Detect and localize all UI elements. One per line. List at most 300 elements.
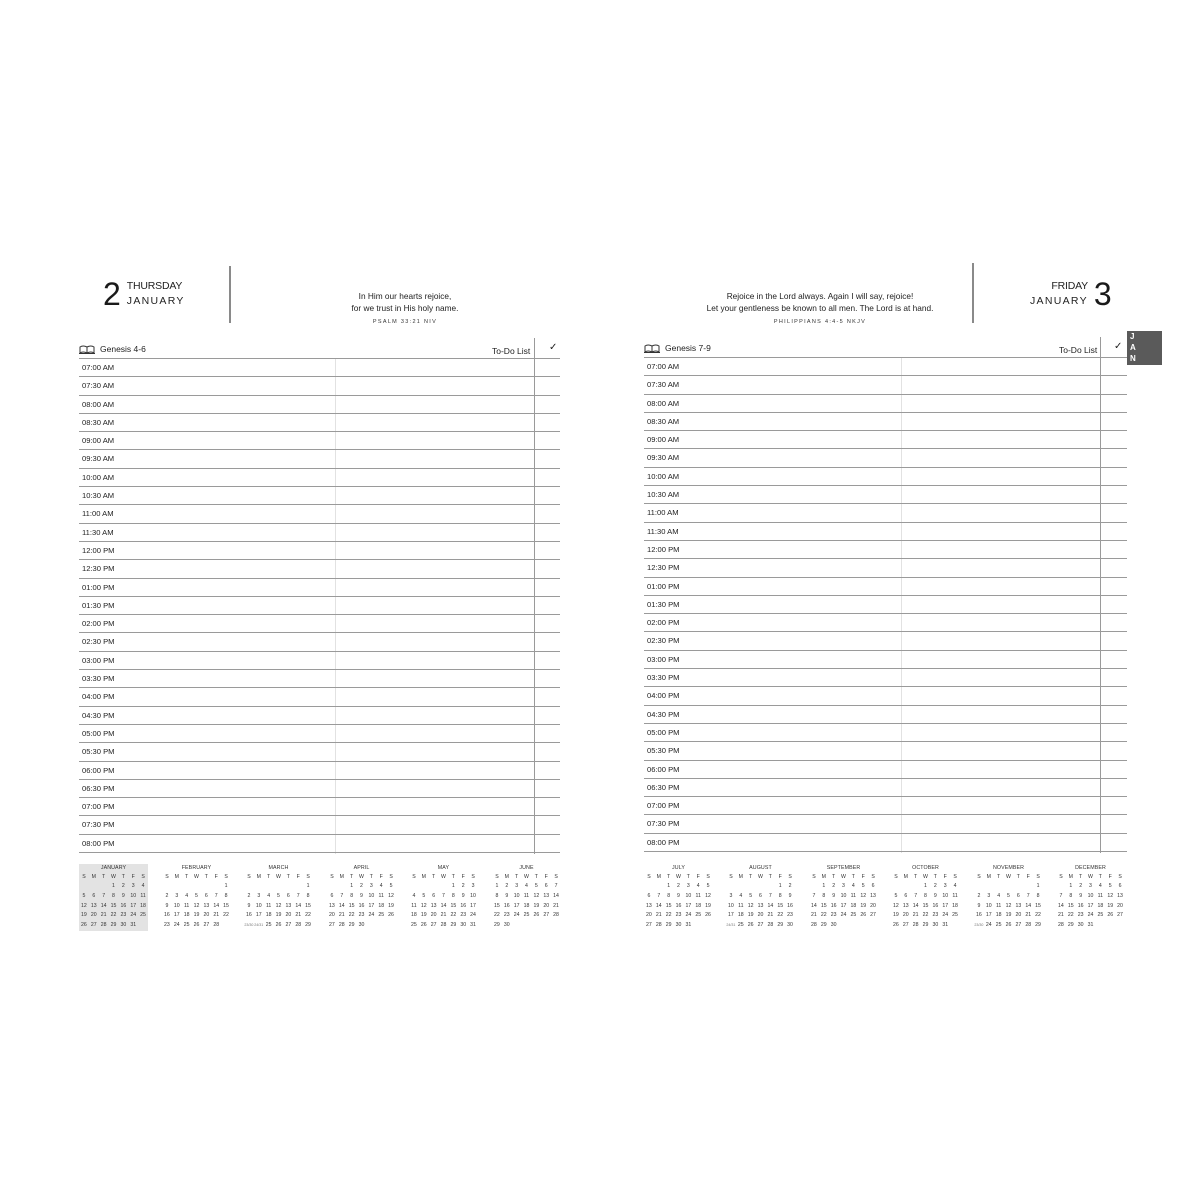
- weekday-initial: M: [504, 874, 509, 880]
- mini-calendar-title: DECEMBER: [1075, 865, 1106, 871]
- calendar-day: 14: [912, 902, 919, 909]
- calendar-day: 24: [840, 912, 847, 919]
- calendar-day: 2: [933, 883, 937, 889]
- calendar-day: 5: [534, 883, 538, 889]
- tab-letter: A: [1130, 343, 1136, 352]
- calendar-day: 6: [330, 892, 334, 899]
- weekday-initial: S: [706, 874, 710, 880]
- time-slot-row[interactable]: [79, 816, 560, 834]
- weekday-initial: T: [350, 874, 354, 880]
- calendar-day: 10: [985, 902, 992, 909]
- time-slot-row[interactable]: [79, 450, 560, 468]
- time-slot-row[interactable]: [79, 505, 560, 523]
- time-slot-row[interactable]: [79, 725, 560, 743]
- time-slot-row[interactable]: [644, 486, 1127, 504]
- mini-calendar-title: MARCH: [268, 865, 289, 871]
- time-slot-row[interactable]: [79, 579, 560, 597]
- calendar-day: 15: [1067, 902, 1074, 909]
- calendar-day: 25: [1097, 912, 1104, 919]
- time-slot-row[interactable]: [644, 431, 1127, 449]
- calendar-day: 3: [1089, 883, 1092, 889]
- calendar-day: 13: [285, 902, 292, 909]
- calendar-day: 10: [840, 892, 847, 899]
- calendar-day: 17: [840, 902, 847, 909]
- time-slot-row[interactable]: [79, 469, 560, 487]
- weekday-initial: M: [174, 874, 179, 880]
- weekday-initial: M: [256, 874, 261, 880]
- calendar-day: 26: [275, 922, 282, 929]
- calendar-day: 11: [411, 902, 417, 909]
- calendar-day: 18: [952, 902, 958, 909]
- calendar-day: 11: [850, 892, 857, 899]
- time-slot-row[interactable]: [644, 779, 1127, 797]
- time-slot-row[interactable]: [79, 633, 560, 651]
- calendar-day: 5: [749, 892, 753, 899]
- tab-letter: N: [1130, 354, 1136, 363]
- tab-letter: J: [1130, 332, 1135, 341]
- calendar-day: 7: [657, 892, 661, 899]
- time-slot-row[interactable]: [644, 724, 1127, 742]
- calendar-day: 28: [338, 922, 345, 929]
- calendar-day: 8: [306, 892, 310, 899]
- calendar-day: 5: [894, 892, 898, 899]
- calendar-day: 22: [494, 912, 500, 919]
- calendar-day: 22: [922, 912, 929, 919]
- weekday-initial: W: [194, 874, 199, 880]
- calendar-day: 21: [213, 912, 220, 919]
- time-slot-row[interactable]: [79, 780, 560, 798]
- calendar-day: 26: [747, 922, 754, 929]
- calendar-day: 21: [440, 912, 447, 919]
- calendar-day: 4: [379, 883, 383, 889]
- time-slot-row[interactable]: [644, 742, 1127, 760]
- verse-line: In Him our hearts rejoice,: [358, 291, 452, 301]
- time-label: 09:30 AM: [82, 454, 115, 464]
- weekday-initial: S: [647, 874, 651, 880]
- calendar-day: 4: [1098, 883, 1102, 889]
- time-label: 09:00 AM: [82, 436, 115, 446]
- time-slot-row[interactable]: [79, 670, 560, 688]
- calendar-day: 3: [131, 883, 135, 889]
- time-slot-row[interactable]: [644, 614, 1127, 632]
- time-slot-row[interactable]: [644, 395, 1127, 413]
- time-slot-row[interactable]: [79, 396, 560, 414]
- calendar-day: 19: [893, 912, 899, 919]
- calendar-day: 19: [860, 902, 867, 909]
- calendar-day: 17: [470, 902, 476, 909]
- calendar-day: 2: [165, 892, 169, 899]
- empty-cell: [244, 882, 254, 892]
- calendar-day: 7: [812, 892, 816, 899]
- calendar-day: 1: [1036, 883, 1040, 889]
- time-slot-row[interactable]: [644, 578, 1127, 596]
- verse-line: Let your gentleness be known to all men. The Lord is at hand.: [706, 303, 934, 313]
- time-slot-row[interactable]: [79, 798, 560, 816]
- weekday-initial: T: [997, 874, 1001, 880]
- calendar-day: 16: [120, 902, 127, 909]
- calendar-day: 25: [737, 922, 744, 929]
- schedule-header: [644, 339, 1127, 358]
- calendar-day: 13: [329, 902, 335, 909]
- calendar-day: 3: [471, 883, 475, 889]
- calendar-day: 15: [665, 902, 672, 909]
- time-slot-row[interactable]: [79, 688, 560, 706]
- calendar-day: 29: [305, 922, 311, 929]
- time-label: 07:30 PM: [647, 819, 680, 829]
- mini-calendar-title: FEBRUARY: [181, 865, 212, 871]
- time-slot-row[interactable]: [79, 414, 560, 432]
- weekday-initial: M: [421, 874, 426, 880]
- time-label: 06:00 PM: [82, 765, 115, 775]
- empty-cell: [911, 882, 921, 892]
- time-label: 11:30 AM: [647, 526, 679, 536]
- calendar-day: 11: [265, 902, 272, 909]
- month-index-tab-jan[interactable]: [1127, 331, 1162, 365]
- calendar-day: 26: [533, 912, 540, 919]
- calendar-day: 20: [329, 912, 335, 919]
- calendar-day: 1: [112, 883, 115, 889]
- time-slot-row[interactable]: [79, 560, 560, 578]
- time-label: 05:30 PM: [82, 747, 115, 757]
- time-slot-row[interactable]: [644, 523, 1127, 541]
- calendar-day: 4: [267, 892, 271, 899]
- calendar-day: 15: [922, 902, 929, 909]
- calendar-day: 19: [420, 912, 427, 919]
- time-slot-row[interactable]: [644, 761, 1127, 779]
- calendar-day: 25: [183, 922, 190, 929]
- time-label: 09:00 AM: [647, 435, 680, 445]
- verse-reference: PHILIPPIANS 4:4-5 NKJV: [773, 319, 867, 325]
- weekday-initial: W: [676, 874, 681, 880]
- calendar-day: 26: [420, 922, 427, 929]
- weekday-initial: T: [121, 874, 125, 880]
- calendar-day: 16: [787, 902, 793, 909]
- empty-cell: [409, 882, 419, 892]
- calendar-day: 12: [388, 892, 394, 899]
- calendar-day: 29: [820, 922, 827, 929]
- time-slot-row[interactable]: [644, 504, 1127, 522]
- empty-cell: [1056, 882, 1066, 892]
- calendar-day: 8: [495, 892, 499, 899]
- calendar-day: 2: [977, 892, 981, 899]
- time-label: 06:30 PM: [82, 783, 115, 793]
- weekday-initial: S: [1059, 874, 1063, 880]
- time-slot-row[interactable]: [79, 762, 560, 780]
- calendar-day: 30: [358, 922, 365, 929]
- bible-reading: [79, 344, 146, 354]
- time-label: 07:30 AM: [647, 380, 680, 390]
- calendar-day: 30: [503, 922, 510, 929]
- calendar-day: 5: [422, 892, 426, 899]
- time-slot-row[interactable]: [644, 541, 1127, 559]
- calendar-day: 18: [695, 902, 702, 909]
- empty-cell: [192, 882, 202, 892]
- time-label: 10:30 AM: [647, 490, 680, 500]
- weekday-initial: S: [165, 874, 169, 880]
- time-slot-row[interactable]: [644, 687, 1127, 705]
- time-label: 01:00 PM: [647, 581, 680, 591]
- calendar-day: 6: [544, 883, 548, 889]
- calendar-day: 22: [305, 912, 311, 919]
- calendar-day: 21: [100, 912, 107, 919]
- mini-calendar-december: [1056, 864, 1125, 931]
- time-slot-row[interactable]: [79, 487, 560, 505]
- mini-calendar-title: SEPTEMBER: [826, 865, 861, 871]
- calendar-day: 25: [411, 922, 417, 929]
- calendar-day: 16: [503, 902, 510, 909]
- calendar-day: 9: [461, 892, 465, 899]
- calendar-day: 29: [450, 922, 457, 929]
- weekday-initial: M: [339, 874, 344, 880]
- calendar-day: 5: [706, 883, 710, 889]
- time-slot-row[interactable]: [79, 377, 560, 395]
- calendar-day: 10: [1087, 892, 1094, 899]
- calendar-day: 26: [388, 912, 394, 919]
- calendar-day: 8: [822, 892, 826, 899]
- verse-line: Rejoice in the Lord always. Again I will say, rejoice!: [726, 291, 914, 301]
- weekday-initial: W: [841, 874, 846, 880]
- calendar-day: 15: [110, 902, 117, 909]
- calendar-day: 29: [1035, 922, 1041, 929]
- empty-cell: [439, 882, 449, 892]
- time-slot-row[interactable]: [644, 376, 1127, 394]
- time-slot-row[interactable]: [79, 359, 560, 377]
- weekday-initial: S: [729, 874, 733, 880]
- calendar-day: 6: [286, 892, 290, 899]
- calendar-day: 14: [295, 902, 302, 909]
- calendar-day: 4: [997, 892, 1001, 899]
- time-slot-row[interactable]: [79, 743, 560, 761]
- empty-cell: [726, 882, 736, 892]
- calendar-day: 20: [543, 902, 550, 909]
- time-slot-row[interactable]: [79, 652, 560, 670]
- calendar-day: 24: [1087, 912, 1094, 919]
- calendar-day: 26: [1005, 922, 1012, 929]
- weekday-initial: S: [306, 874, 310, 880]
- time-slot-row[interactable]: [644, 449, 1127, 467]
- calendar-day: 11: [995, 902, 1002, 909]
- calendar-day: 29: [494, 922, 500, 929]
- calendar-day: 7: [554, 883, 558, 889]
- calendar-day: 28: [553, 912, 559, 919]
- empty-cell: [89, 882, 99, 892]
- calendar-day: 10: [130, 892, 137, 899]
- empty-cell: [1004, 882, 1014, 892]
- calendar-day: 21: [655, 912, 662, 919]
- weekday-initial: S: [977, 874, 981, 880]
- weekday-initial: M: [903, 874, 908, 880]
- empty-cell: [337, 882, 347, 892]
- right-date-header: [1030, 278, 1112, 310]
- time-slot-row[interactable]: [644, 413, 1127, 431]
- calendar-day: 1: [667, 883, 671, 889]
- empty-cell: [79, 882, 89, 892]
- time-label: 07:00 PM: [647, 801, 680, 811]
- weekday-initial: T: [1079, 874, 1083, 880]
- calendar-day: 16: [976, 912, 982, 919]
- calendar-day: 25: [850, 912, 857, 919]
- empty-cell: [264, 882, 274, 892]
- time-label: 07:00 AM: [647, 362, 680, 371]
- empty-cell: [644, 882, 654, 892]
- time-slot-row[interactable]: [79, 542, 560, 560]
- time-slot-row[interactable]: [79, 707, 560, 725]
- weekday-initial: S: [1036, 874, 1040, 880]
- weekday-initial: T: [686, 874, 690, 880]
- calendar-day: 21: [1025, 912, 1032, 919]
- time-slot-row[interactable]: [79, 524, 560, 542]
- weekday-initial: W: [923, 874, 928, 880]
- calendar-day: 23: [460, 912, 467, 919]
- time-slot-row[interactable]: [644, 815, 1127, 833]
- calendar-day: 27: [329, 922, 335, 929]
- calendar-day: 7: [1059, 892, 1063, 899]
- calendar-day: 12: [193, 902, 200, 909]
- calendar-day: 10: [942, 892, 949, 899]
- calendar-day: 18: [995, 912, 1002, 919]
- calendar-day: 7: [296, 892, 300, 899]
- time-slot-row[interactable]: [644, 797, 1127, 815]
- calendar-day: 14: [338, 902, 345, 909]
- time-slot-row[interactable]: [644, 706, 1127, 724]
- reading-label: Genesis 4-6: [100, 344, 146, 354]
- time-slot-list: [79, 359, 560, 853]
- time-label: 02:30 PM: [82, 637, 115, 647]
- time-slot-row[interactable]: [644, 834, 1127, 852]
- calendar-day: 19: [193, 912, 200, 919]
- time-label: 08:00 AM: [82, 399, 115, 409]
- calendar-day: 14: [440, 902, 447, 909]
- calendar-day: 15: [494, 902, 500, 909]
- calendar-day: 9: [165, 902, 169, 909]
- calendar-day: 1: [451, 883, 455, 889]
- time-slot-row[interactable]: [644, 559, 1127, 577]
- calendar-day: 20: [902, 912, 909, 919]
- mini-calendar-title: APRIL: [353, 865, 370, 871]
- calendar-day: 1: [1069, 883, 1073, 889]
- calendar-day: 29: [1067, 922, 1074, 929]
- time-slot-row[interactable]: [644, 632, 1127, 650]
- calendar-day: 1: [924, 883, 927, 889]
- time-slot-row[interactable]: [644, 651, 1127, 669]
- calendar-day: 7: [102, 892, 106, 899]
- time-slot-row[interactable]: [79, 615, 560, 633]
- weekday-initial: W: [758, 874, 763, 880]
- empty-cell: [901, 882, 911, 892]
- time-label: 12:00 PM: [82, 545, 115, 555]
- time-slot-row[interactable]: [644, 669, 1127, 687]
- calendar-day: 8: [112, 892, 115, 899]
- calendar-day: 16: [246, 912, 252, 919]
- calendar-day: 14: [213, 902, 220, 909]
- time-slot-row[interactable]: [644, 468, 1127, 486]
- calendar-day: 5: [82, 892, 86, 899]
- calendar-day: 15: [348, 902, 355, 909]
- mini-calendar-title: NOVEMBER: [992, 865, 1025, 871]
- calendar-day: 16: [932, 902, 939, 909]
- empty-cell: [254, 882, 264, 892]
- time-label: 02:00 PM: [647, 618, 680, 628]
- calendar-day: 13: [203, 902, 210, 909]
- calendar-day: 3: [515, 883, 519, 889]
- calendar-day: 25: [695, 912, 702, 919]
- calendar-day: 21: [295, 912, 302, 919]
- mini-calendar-september: [809, 864, 878, 931]
- weekday-initial: S: [871, 874, 875, 880]
- calendar-day: 18: [183, 912, 190, 919]
- time-slot-row[interactable]: [79, 597, 560, 615]
- time-label: 05:30 PM: [647, 746, 680, 756]
- calendar-day: 5: [195, 892, 198, 899]
- empty-cell: [211, 882, 221, 892]
- time-label: 12:00 PM: [647, 544, 680, 554]
- calendar-day: 29: [922, 922, 929, 929]
- calendar-day: 16: [675, 902, 682, 909]
- calendar-day: 11: [183, 902, 190, 909]
- empty-cell: [891, 882, 901, 892]
- calendar-day: 15: [305, 902, 311, 909]
- calendar-day: 24/31: [726, 923, 736, 928]
- calendar-day: 14: [1025, 902, 1032, 909]
- reading-label: Genesis 7-9: [665, 343, 711, 353]
- calendar-day: 27: [757, 922, 764, 929]
- time-label: 12:30 PM: [82, 564, 115, 574]
- calendar-day: 25: [265, 922, 272, 929]
- calendar-day: 2: [788, 883, 792, 889]
- calendar-day: 4: [953, 883, 957, 889]
- calendar-day: 13: [870, 892, 876, 899]
- time-slot-row[interactable]: [79, 835, 560, 853]
- time-label: 03:30 PM: [82, 674, 115, 684]
- mini-calendar-march: [244, 864, 313, 931]
- calendar-day: 14: [100, 902, 107, 909]
- calendar-day: 22: [820, 912, 827, 919]
- time-label: 11:00 AM: [647, 508, 679, 518]
- calendar-day: 1: [778, 883, 782, 889]
- calendar-day: 6: [871, 883, 875, 889]
- weekday-initial: S: [82, 874, 86, 880]
- weekday-initial: W: [524, 874, 529, 880]
- weekday-initial: S: [554, 874, 558, 880]
- calendar-day: 24: [942, 912, 949, 919]
- calendar-day: 23: [164, 922, 170, 929]
- calendar-day: 29: [348, 922, 355, 929]
- weekday-initial: T: [1016, 874, 1020, 880]
- calendar-day: 22: [348, 912, 355, 919]
- empty-cell: [419, 882, 429, 892]
- calendar-day: 4: [739, 892, 743, 899]
- time-slot-row[interactable]: [79, 432, 560, 450]
- calendar-day: 23: [1077, 912, 1084, 919]
- calendar-day: 25: [140, 912, 146, 919]
- calendar-day: 4: [141, 883, 145, 889]
- calendar-day: 5: [1108, 883, 1112, 889]
- calendar-day: 14: [553, 892, 559, 899]
- weekday-initial: W: [1088, 874, 1093, 880]
- verse-line: for we trust in His holy name.: [351, 303, 459, 313]
- time-label: 11:30 AM: [82, 527, 114, 537]
- calendar-day: 17: [728, 912, 734, 919]
- mini-calendar-october: [891, 864, 960, 931]
- calendar-day: 18: [737, 912, 744, 919]
- calendar-day: 11: [695, 892, 701, 899]
- time-slot-row[interactable]: [644, 596, 1127, 614]
- calendar-day: 16: [460, 902, 467, 909]
- time-label: 01:00 PM: [82, 582, 115, 592]
- empty-cell: [1023, 882, 1033, 892]
- time-slot-row[interactable]: [644, 358, 1127, 376]
- calendar-day: 22: [223, 912, 229, 919]
